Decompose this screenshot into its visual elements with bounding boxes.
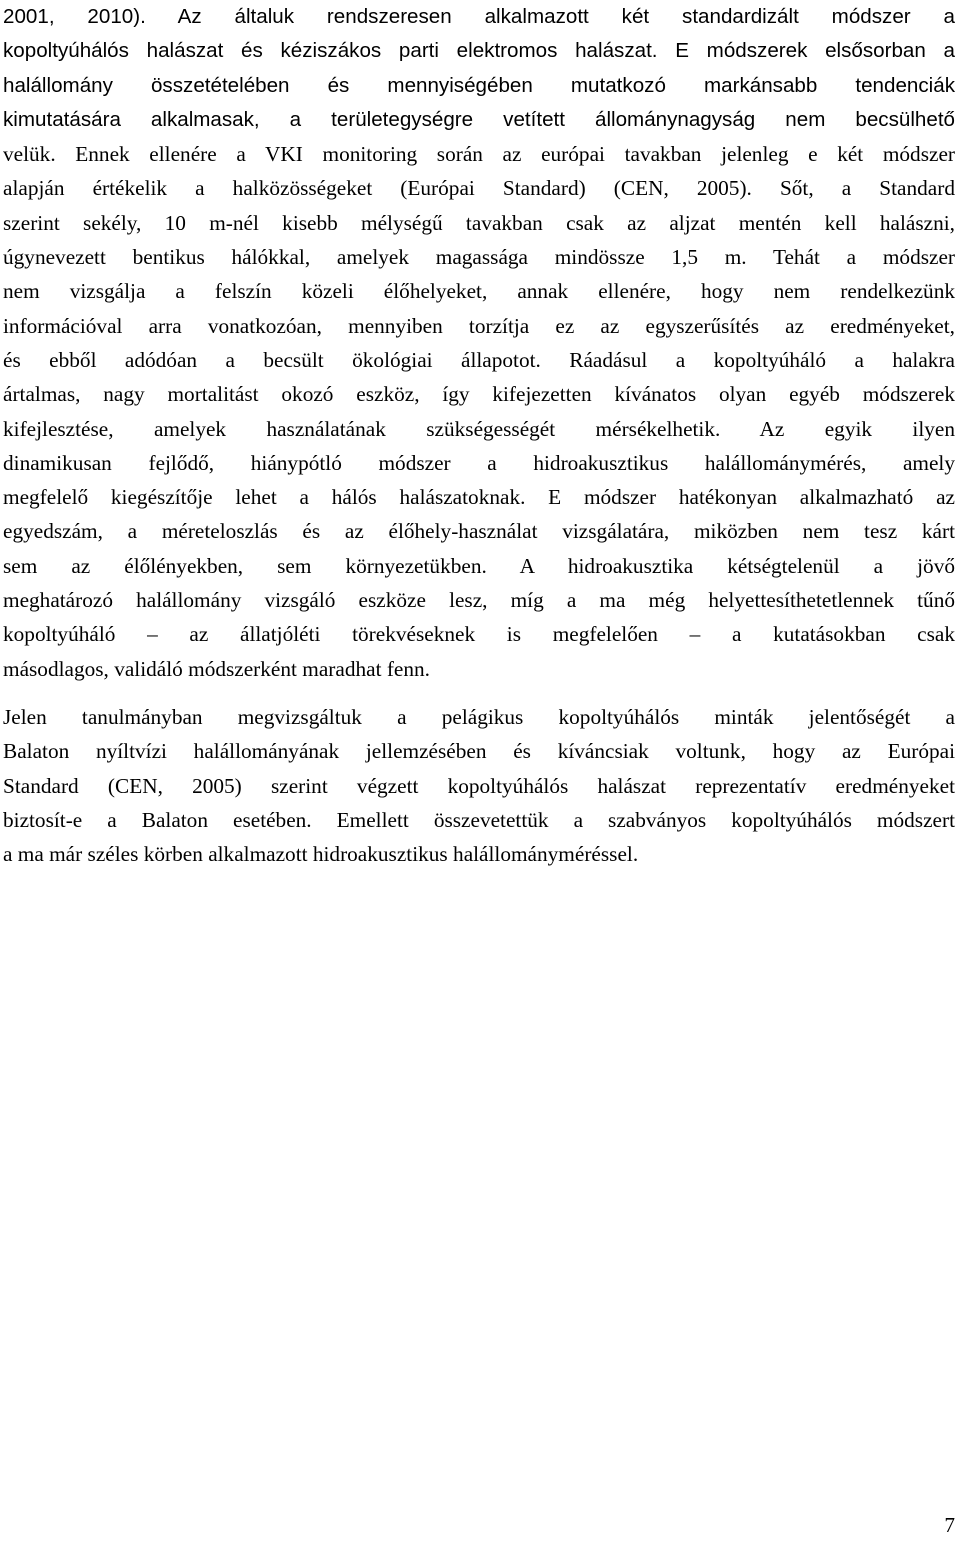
text-line: dinamikusan fejlődő, hiánypótló módszer a hidroakusztikus halállománymérés, amely	[3, 450, 955, 475]
text-line: ártalmas, nagy mortalitást okozó eszköz, így kifejezetten kívánatos olyan egyéb módszerek	[3, 382, 955, 407]
text-line: halállomány összetételében és mennyiségében mutatkozó markánsabb tendenciák	[3, 73, 955, 97]
text-line: 2001, 2010). Az általuk rendszeresen alkalmazott két standardizált módszer a	[3, 5, 955, 28]
text-line: alapján értékelik a halközösségeket (Európai Standard) (CEN, 2005). Sőt, a Standard	[3, 176, 955, 201]
text-line: egyedszám, a méreteloszlás és az élőhely-használat vizsgálatára, miközben nem tesz kárt	[3, 519, 955, 544]
text-line: és ebből adódóan a becsült ökológiai állapotot. Ráadásul a kopoltyúháló a halakra	[3, 347, 955, 372]
text-line: biztosít-e a Balaton esetében. Emellett összevetettük a szabványos kopoltyúhálós módszert	[3, 807, 955, 832]
text-line: szerint sekély, 10 m-nél kisebb mélységű tavakban csak az aljzat mentén kell halászni,	[3, 210, 955, 235]
text-line: Jelen tanulmányban megvizsgáltuk a pelágikus kopoltyúhálós minták jelentőségét a	[3, 704, 955, 729]
text-line: kifejlesztése, amelyek használatának szükségességét mérsékelhetik. Az egyik ilyen	[3, 416, 955, 441]
text-line: sem az élőlényekben, sem környezetükben. A hidroakusztika kétségtelenül a jövő	[3, 553, 955, 578]
text-line: másodlagos, validáló módszerként maradhat fenn.	[3, 656, 430, 681]
text-line: kimutatására alkalmasak, a területegységre vetített állománynagyság nem becsülhető	[3, 107, 955, 131]
text-line: Standard (CEN, 2005) szerint végzett kopoltyúhálós halászat reprezentatív eredményeket	[3, 773, 955, 798]
page-number: 7	[944, 1513, 955, 1537]
paragraph-2	[3, 700, 955, 871]
document-page	[3, 0, 955, 871]
paragraph-1	[3, 0, 955, 686]
text-line: velük. Ennek ellenére a VKI monitoring során az európai tavakban jelenleg e két módszer	[3, 142, 955, 167]
text-line: meghatározó halállomány vizsgáló eszköze lesz, míg a ma még helyettesíthetetlennek tűnő	[3, 588, 955, 613]
text-line: a ma már széles körben alkalmazott hidroakusztikus halállományméréssel.	[3, 842, 639, 867]
text-line: kopoltyúháló – az állatjóléti törekvéseknek is megfelelően – a kutatásokban csak	[3, 622, 955, 647]
text-line: információval arra vonatkozóan, mennyiben torzítja ez az egyszerűsítés az eredményeket,	[3, 313, 955, 338]
text-line: kopoltyúhálós halászat és kéziszákos parti elektromos halászat. E módszerek elsősorban a	[3, 39, 955, 63]
text-line: megfelelő kiegészítője lehet a hálós halászatoknak. E módszer hatékonyan alkalmazható az	[3, 485, 955, 510]
text-line: Balaton nyíltvízi halállományának jellemzésében és kíváncsiak voltunk, hogy az Európai	[3, 739, 955, 764]
text-line: nem vizsgálja a felszín közeli élőhelyeket, annak ellenére, hogy nem rendelkezünk	[3, 279, 955, 304]
text-line: úgynevezett bentikus hálókkal, amelyek magassága mindössze 1,5 m. Tehát a módszer	[3, 245, 955, 270]
